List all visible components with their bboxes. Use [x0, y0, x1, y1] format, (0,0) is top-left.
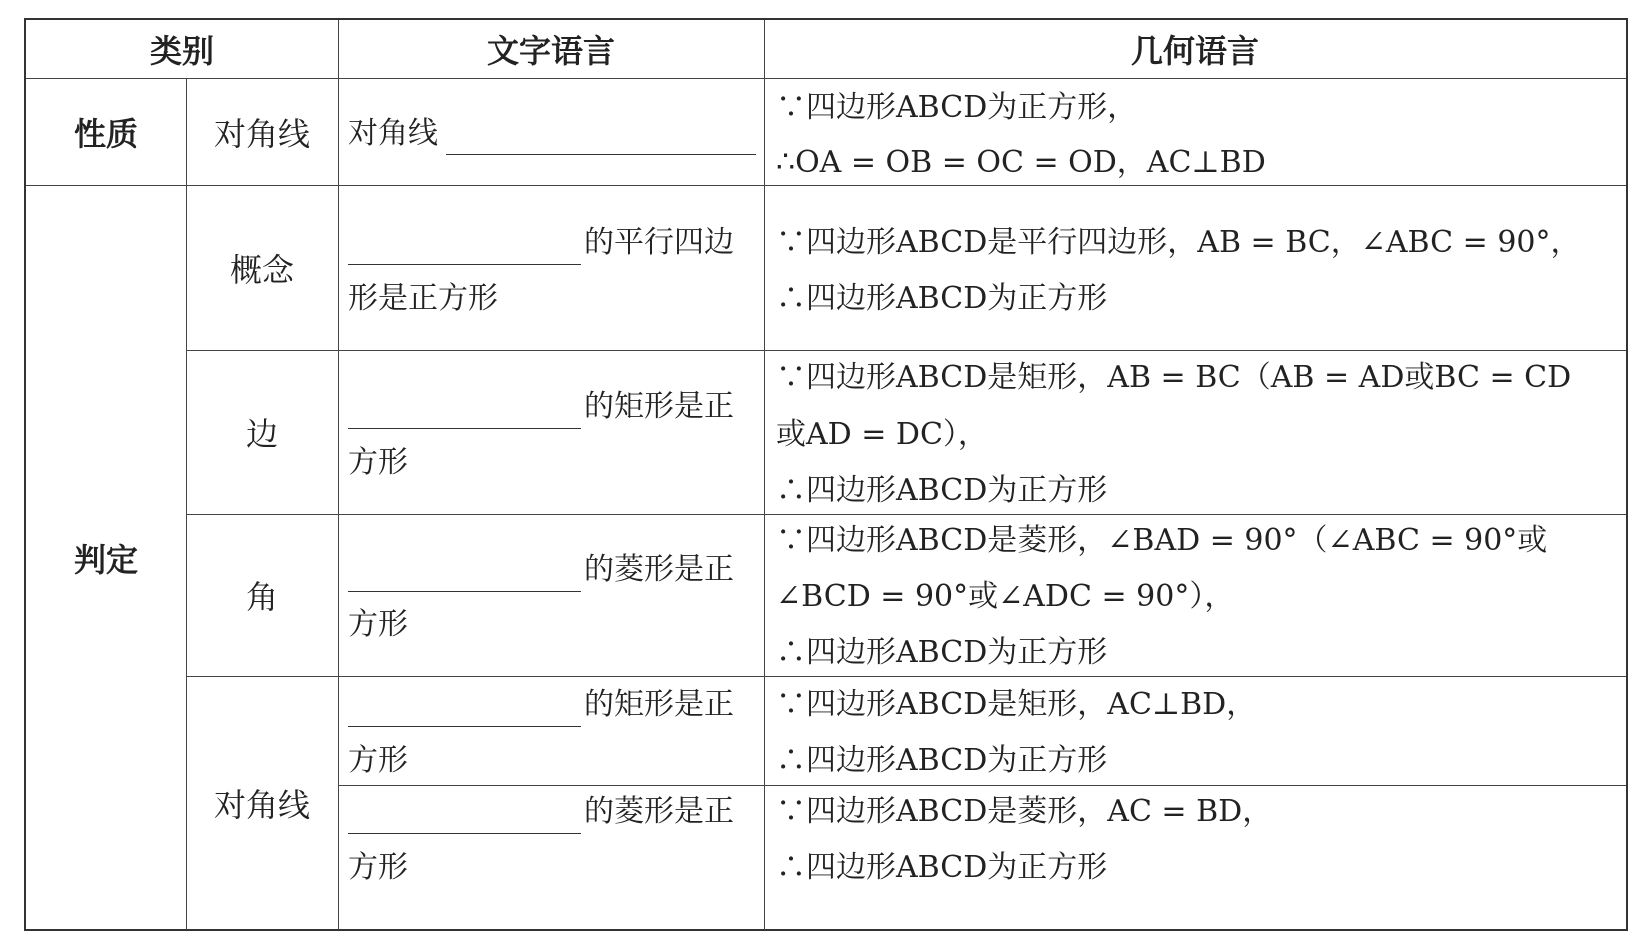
- text-concept-line2: 形是正方形: [348, 281, 498, 316]
- header-geometric-language: 几何语言: [1130, 32, 1259, 70]
- properties-table: [24, 18, 1628, 931]
- text-diag2-line1: 的菱形是正: [584, 794, 734, 829]
- sub-diagonal-judgement: 对角线: [213, 786, 310, 824]
- fill-blank[interactable]: [348, 591, 581, 592]
- geo-angle-line1: ∵四边形ABCD是菱形，∠BAD = 90°（∠ABC = 90°或: [776, 523, 1548, 558]
- text-angle-line1: 的菱形是正: [584, 552, 734, 587]
- fill-blank[interactable]: [446, 154, 756, 155]
- fill-blank[interactable]: [348, 264, 581, 265]
- geo-side-line3: ∴四边形ABCD为正方形: [776, 473, 1108, 508]
- text-concept-line1: 的平行四边: [584, 225, 734, 260]
- geo-diag1-line1: ∵四边形ABCD是矩形，AC⊥BD，: [776, 687, 1257, 722]
- fill-blank[interactable]: [348, 726, 581, 727]
- col-divider: [338, 20, 339, 930]
- sub-diagonal-property: 对角线: [213, 114, 310, 153]
- text-prop-diagonal: 对角线: [348, 116, 438, 151]
- geo-angle-line3: ∴四边形ABCD为正方形: [776, 635, 1108, 670]
- geo-concept-line1: ∵四边形ABCD是平行四边形，AB = BC，∠ABC = 90°，: [776, 225, 1581, 260]
- text-diag2-line2: 方形: [348, 850, 408, 885]
- text-diag1-line1: 的矩形是正: [584, 687, 734, 722]
- geo-side-line1: ∵四边形ABCD是矩形，AB = BC（AB = AD或BC = CD: [776, 360, 1572, 395]
- geo-concept-line2: ∴四边形ABCD为正方形: [776, 281, 1108, 316]
- geo-diag2-line1: ∵四边形ABCD是菱形，AC = BD，: [776, 794, 1273, 829]
- row-divider: [186, 676, 1626, 677]
- row-divider: [186, 350, 1626, 351]
- geo-prop-line1: ∵四边形ABCD为正方形，: [776, 90, 1138, 125]
- text-side-line1: 的矩形是正: [584, 389, 734, 424]
- geo-angle-line2: ∠BCD = 90°或∠ADC = 90°），: [776, 579, 1235, 614]
- text-angle-line2: 方形: [348, 607, 408, 642]
- row-divider: [338, 785, 1626, 786]
- section-judgement: 判定: [73, 540, 138, 579]
- geo-side-line2: 或AD = DC），: [776, 417, 988, 452]
- col-divider: [764, 20, 765, 930]
- sub-side: 边: [245, 415, 278, 453]
- sub-angle: 角: [245, 578, 278, 616]
- geo-diag2-line2: ∴四边形ABCD为正方形: [776, 850, 1108, 885]
- text-side-line2: 方形: [348, 445, 408, 480]
- fill-blank[interactable]: [348, 833, 581, 834]
- section-property: 性质: [73, 114, 138, 153]
- fill-blank[interactable]: [348, 428, 581, 429]
- row-divider: [186, 514, 1626, 515]
- sub-concept: 概念: [229, 250, 294, 289]
- header-text-language: 文字语言: [486, 32, 615, 70]
- geo-diag1-line2: ∴四边形ABCD为正方形: [776, 743, 1108, 778]
- header-category: 类别: [149, 32, 214, 70]
- text-diag1-line2: 方形: [348, 743, 408, 778]
- geo-prop-line2: ∴OA = OB = OC = OD，AC⊥BD: [776, 145, 1266, 180]
